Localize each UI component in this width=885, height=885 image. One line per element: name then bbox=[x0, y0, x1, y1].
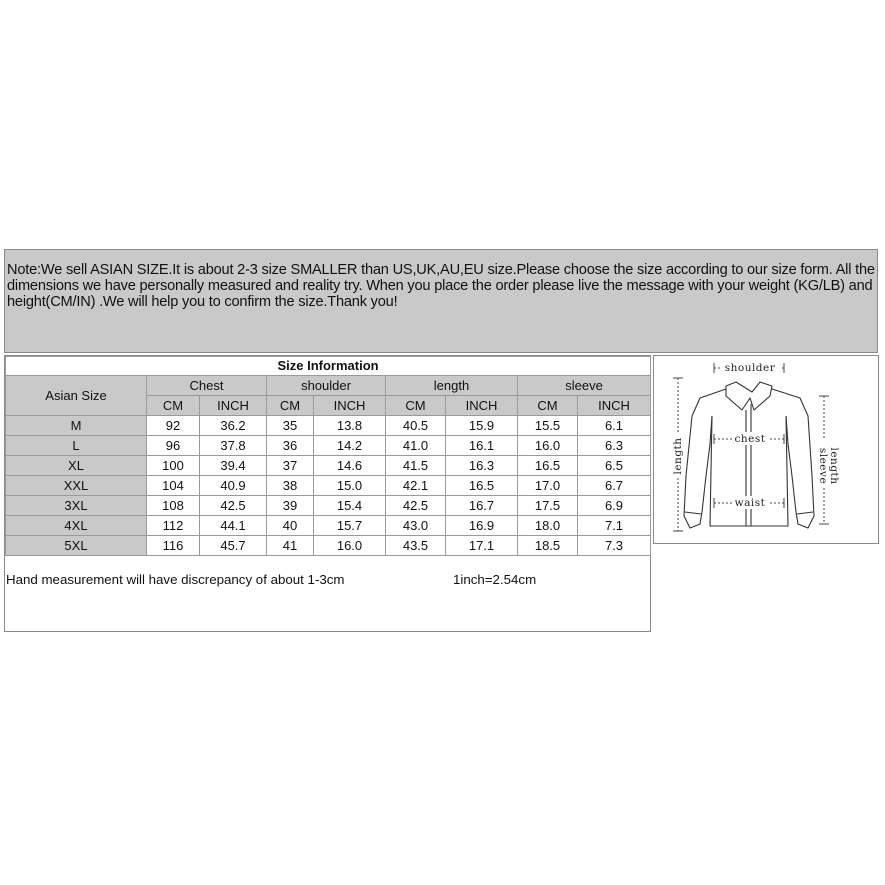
measurement-cell: 39.4 bbox=[200, 456, 267, 476]
unit-header: INCH bbox=[200, 396, 267, 416]
measurement-cell: 41.5 bbox=[386, 456, 446, 476]
size-table bbox=[5, 356, 651, 556]
table-row bbox=[6, 436, 651, 456]
chest-label: chest bbox=[734, 433, 766, 445]
table-row bbox=[6, 456, 651, 476]
measurement-cell: 14.2 bbox=[314, 436, 386, 456]
measurement-cell: 6.1 bbox=[578, 416, 651, 436]
measurement-cell: 6.7 bbox=[578, 476, 651, 496]
shirt-diagram bbox=[653, 355, 879, 544]
measurement-cell: 17.5 bbox=[518, 496, 578, 516]
table-row bbox=[6, 416, 651, 436]
size-cell: 4XL bbox=[6, 516, 147, 536]
size-cell: XXL bbox=[6, 476, 147, 496]
table-row bbox=[6, 496, 651, 516]
inch-conversion-note: 1inch=2.54cm bbox=[453, 572, 537, 587]
measurement-cell: 16.7 bbox=[446, 496, 518, 516]
measurement-cell: 6.5 bbox=[578, 456, 651, 476]
table-row bbox=[6, 516, 651, 536]
shirt-diagram-icon bbox=[654, 356, 878, 543]
measurement-cell: 36 bbox=[267, 436, 314, 456]
measurement-cell: 40 bbox=[267, 516, 314, 536]
measurement-cell: 100 bbox=[147, 456, 200, 476]
size-cell: 3XL bbox=[6, 496, 147, 516]
unit-header: CM bbox=[518, 396, 578, 416]
measurement-cell: 13.8 bbox=[314, 416, 386, 436]
measurement-cell: 37.8 bbox=[200, 436, 267, 456]
size-note: Note:We sell ASIAN SIZE.It is about 2-3 size SMALLER than US,UK,AU,EU size.Please choose the size according to our size form. All the dimensions we have personally measured and reality try. When you place the order please live the message with your weight (KG/LB) and height(CM/IN) .We will help you to confirm the size.Thank you! bbox=[4, 249, 878, 353]
measurement-cell: 16.1 bbox=[446, 436, 518, 456]
sleeve-length-label: length bbox=[828, 447, 840, 485]
measurement-cell: 116 bbox=[147, 536, 200, 556]
unit-header: INCH bbox=[446, 396, 518, 416]
measurement-cell: 41.0 bbox=[386, 436, 446, 456]
measurement-cell: 18.5 bbox=[518, 536, 578, 556]
measurement-cell: 112 bbox=[147, 516, 200, 536]
shirt-collar bbox=[726, 382, 772, 410]
table-row bbox=[6, 536, 651, 556]
size-cell: 5XL bbox=[6, 536, 147, 556]
table-row bbox=[6, 476, 651, 496]
sleeve-label: sleeve bbox=[817, 447, 829, 485]
measurement-cell: 42.5 bbox=[386, 496, 446, 516]
measurement-cell: 15.9 bbox=[446, 416, 518, 436]
shoulder-header: shoulder bbox=[267, 376, 386, 396]
length-label: length bbox=[672, 437, 684, 475]
measurement-cell: 15.5 bbox=[518, 416, 578, 436]
size-information-panel bbox=[4, 355, 651, 632]
measurement-cell: 35 bbox=[267, 416, 314, 436]
length-header: length bbox=[386, 376, 518, 396]
sleeve-header: sleeve bbox=[518, 376, 651, 396]
waist-label: waist bbox=[734, 497, 766, 509]
unit-header: CM bbox=[386, 396, 446, 416]
measurement-cell: 18.0 bbox=[518, 516, 578, 536]
measurement-cell: 16.0 bbox=[518, 436, 578, 456]
measurement-cell: 14.6 bbox=[314, 456, 386, 476]
measurement-cell: 16.9 bbox=[446, 516, 518, 536]
size-cell: XL bbox=[6, 456, 147, 476]
unit-header: INCH bbox=[314, 396, 386, 416]
measurement-cell: 16.3 bbox=[446, 456, 518, 476]
measurement-cell: 15.7 bbox=[314, 516, 386, 536]
shoulder-label: shoulder bbox=[724, 362, 776, 374]
size-cell: M bbox=[6, 416, 147, 436]
measurement-cell: 17.0 bbox=[518, 476, 578, 496]
chest-header: Chest bbox=[147, 376, 267, 396]
measurement-cell: 7.3 bbox=[578, 536, 651, 556]
measurement-cell: 39 bbox=[267, 496, 314, 516]
measurement-cell: 92 bbox=[147, 416, 200, 436]
measurement-cell: 45.7 bbox=[200, 536, 267, 556]
measurement-cell: 44.1 bbox=[200, 516, 267, 536]
measurement-cell: 41 bbox=[267, 536, 314, 556]
measurement-cell: 37 bbox=[267, 456, 314, 476]
measurement-cell: 40.5 bbox=[386, 416, 446, 436]
measurement-cell: 96 bbox=[147, 436, 200, 456]
measurement-cell: 36.2 bbox=[200, 416, 267, 436]
measurement-cell: 6.9 bbox=[578, 496, 651, 516]
asian-size-header: Asian Size bbox=[6, 376, 147, 416]
measurement-cell: 42.1 bbox=[386, 476, 446, 496]
measurement-cell: 17.1 bbox=[446, 536, 518, 556]
measurement-cell: 15.0 bbox=[314, 476, 386, 496]
unit-header: CM bbox=[147, 396, 200, 416]
unit-header: CM bbox=[267, 396, 314, 416]
measurement-cell: 15.4 bbox=[314, 496, 386, 516]
discrepancy-note: Hand measurement will have discrepancy of about 1-3cm bbox=[6, 572, 345, 587]
unit-header: INCH bbox=[578, 396, 651, 416]
measurement-cell: 43.5 bbox=[386, 536, 446, 556]
measurement-cell: 16.0 bbox=[314, 536, 386, 556]
table-title: Size Information bbox=[6, 357, 651, 376]
measurement-cell: 42.5 bbox=[200, 496, 267, 516]
size-cell: L bbox=[6, 436, 147, 456]
measurement-cell: 38 bbox=[267, 476, 314, 496]
measurement-cell: 108 bbox=[147, 496, 200, 516]
measurement-cell: 7.1 bbox=[578, 516, 651, 536]
measurement-cell: 16.5 bbox=[446, 476, 518, 496]
measurement-cell: 43.0 bbox=[386, 516, 446, 536]
measurement-cell: 16.5 bbox=[518, 456, 578, 476]
measurement-cell: 40.9 bbox=[200, 476, 267, 496]
measurement-cell: 6.3 bbox=[578, 436, 651, 456]
measurement-cell: 104 bbox=[147, 476, 200, 496]
